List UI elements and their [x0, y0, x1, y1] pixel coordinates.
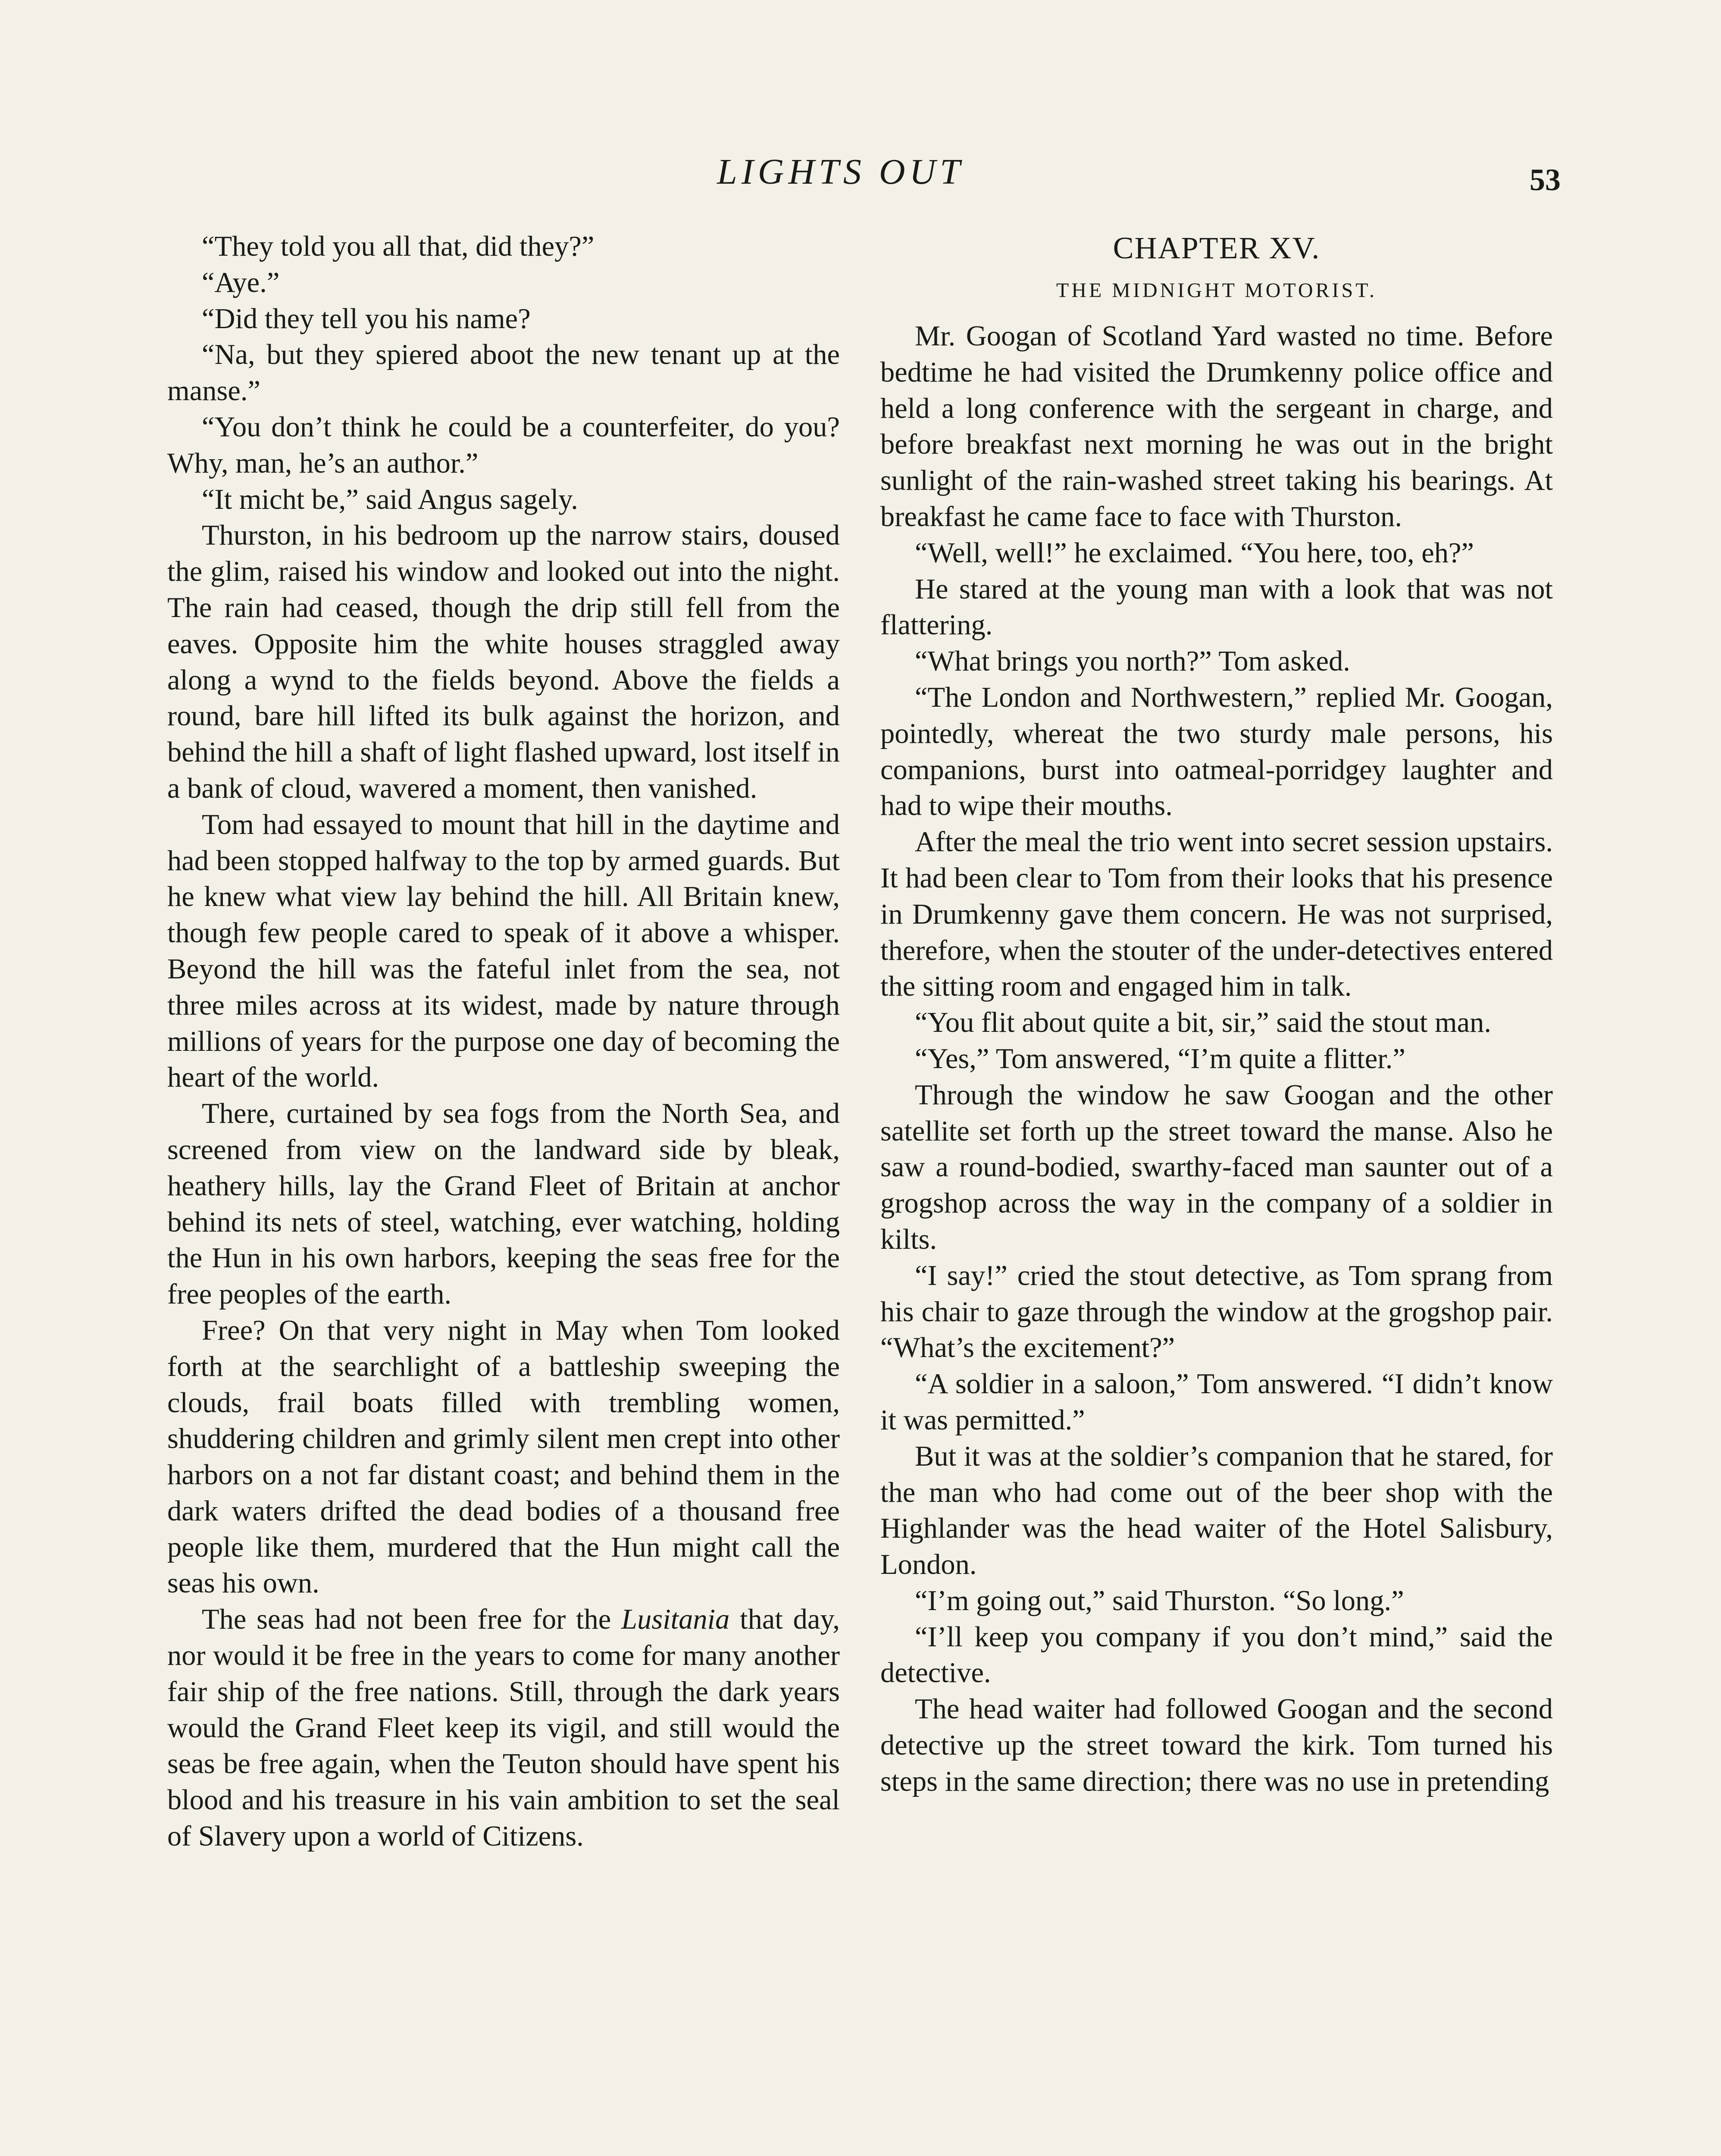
- paragraph: Through the window he saw Googan and the other satellite set forth up the street toward the manse. Also he saw a round-bodied, swarthy-faced man saunter out of a grogshop across the way in the company of a soldier in kilts.: [880, 1079, 1553, 1255]
- paragraph: Mr. Googan of Scotland Yard wasted no time. Before bedtime he had visited the Drumkenny police office and held a long conference with the sergeant in charge, and before breakfast next morning he was out in the bright sunlight of the rain-washed street taking his bearings. At breakfast he came face to face with Thurston.: [880, 320, 1553, 533]
- ship-name-italic: Lusitania: [621, 1604, 730, 1636]
- paragraph: “Yes,” Tom answered, “I’m quite a flitter.”: [915, 1043, 1405, 1075]
- paragraph: “Aye.”: [202, 266, 280, 298]
- paragraph: “Well, well!” he exclaimed. “You here, too, eh?”: [915, 537, 1474, 569]
- paragraph: But it was at the soldier’s companion that he stared, for the man who had come out of the beer shop with the Highlander was the head waiter of the Hotel Salisbury, London.: [880, 1440, 1553, 1581]
- page-number: 53: [1530, 163, 1561, 197]
- running-header-title: LIGHTS OUT: [717, 152, 964, 192]
- paragraph: There, curtained by sea fogs from the North Sea, and screened from view on the landward side by bleak, heathery hills, lay the Grand Fleet of Britain at anchor behind its nets of steel, watching, ever watching, holding the Hun in his own harbors, keeping the seas free for the free peoples of the earth.: [167, 1098, 840, 1310]
- paragraph: After the meal the trio went into secret session upstairs. It had been clear to Tom from their looks that his presence in Drumkenny gave them concern. He was not surprised, therefore, when the stouter of the under-detectives entered the sitting room and engaged him in talk.: [880, 826, 1553, 1003]
- chapter-subtitle: THE MIDNIGHT MOTORIST.: [1056, 279, 1377, 302]
- paragraph: He stared at the young man with a look that was not flattering.: [880, 573, 1553, 641]
- paragraph: “What brings you north?” Tom asked.: [915, 646, 1350, 677]
- paragraph: “I’ll keep you company if you don’t mind,” said the detective.: [880, 1621, 1553, 1689]
- chapter-heading: CHAPTER XV.: [1113, 231, 1320, 265]
- paragraph: Free? On that very night in May when Tom looked forth at the searchlight of a battleship sweeping the clouds, frail boats filled with trembling women, shuddering children and grimly silent men crept into other harbors on a not far distant coast; and behind them in the dark waters drifted the dead bodies of a thousand free people like them, murdered that the Hun might call the seas his own.: [167, 1314, 840, 1599]
- paragraph: “Na, but they spiered aboot the new tenant up at the manse.”: [167, 339, 840, 407]
- paragraph: “You don’t think he could be a counterfeiter, do you? Why, man, he’s an author.”: [167, 411, 840, 479]
- paragraph: “It micht be,” said Angus sagely.: [202, 483, 578, 515]
- paragraph-text-end: that day, nor would it be free in the years to come for many another fair ship of the free nations. Still, through the dark years would the Grand Fleet keep its vigil, and still would the seas be free again, when the Teuton should have spent his blood and his treasure in his vain ambition to set the seal of Slavery upon a world of Citizens.: [167, 1604, 840, 1852]
- paragraph: Thurston, in his bedroom up the narrow stairs, doused the glim, raised his window and looked out into the night. The rain had ceased, though the drip still fell from the eaves. Opposite him the white houses straggled away along a wynd to the fields beyond. Above the fields a round, bare hill lifted its bulk against the horizon, and behind the hill a shaft of light flashed upward, lost itself in a bank of cloud, wavered a moment, then vanished.: [167, 520, 840, 804]
- paragraph: “A soldier in a saloon,” Tom answered. “I didn’t know it was permitted.”: [880, 1368, 1553, 1436]
- paragraph: “Did they tell you his name?: [202, 303, 531, 335]
- paragraph: “You flit about quite a bit, sir,” said the stout man.: [915, 1007, 1492, 1039]
- left-text-column: [167, 229, 840, 1855]
- paragraph: Tom had essayed to mount that hill in the daytime and had been stopped halfway to the top by armed guards. But he knew what view lay behind the hill. All Britain knew, though few people cared to speak of it above a whisper. Beyond the hill was the fateful inlet from the sea, not three miles across at its widest, made by nature through millions of years for the purpose one day of becoming the heart of the world.: [167, 808, 840, 1094]
- right-text-column: [880, 229, 1553, 1800]
- paragraph: “They told you all that, did they?”: [202, 231, 595, 262]
- paragraph-lusitania: [167, 1601, 840, 1855]
- paragraph: “The London and Northwestern,” replied Mr. Googan, pointedly, whereat the two sturdy male persons, his companions, burst into oatmeal-porridgey laughter and had to wipe their mouths.: [880, 681, 1553, 822]
- paragraph-text-start: The seas had not been free for the: [202, 1604, 622, 1636]
- paragraph: The head waiter had followed Googan and the second detective up the street toward the kirk. Tom turned his steps in the same direction; there was no use in pretending: [880, 1693, 1553, 1797]
- paragraph: “I’m going out,” said Thurston. “So long.”: [915, 1585, 1404, 1617]
- paragraph: “I say!” cried the stout detective, as Tom sprang from his chair to gaze through the window at the grogshop pair. “What’s the excitement?”: [880, 1260, 1553, 1364]
